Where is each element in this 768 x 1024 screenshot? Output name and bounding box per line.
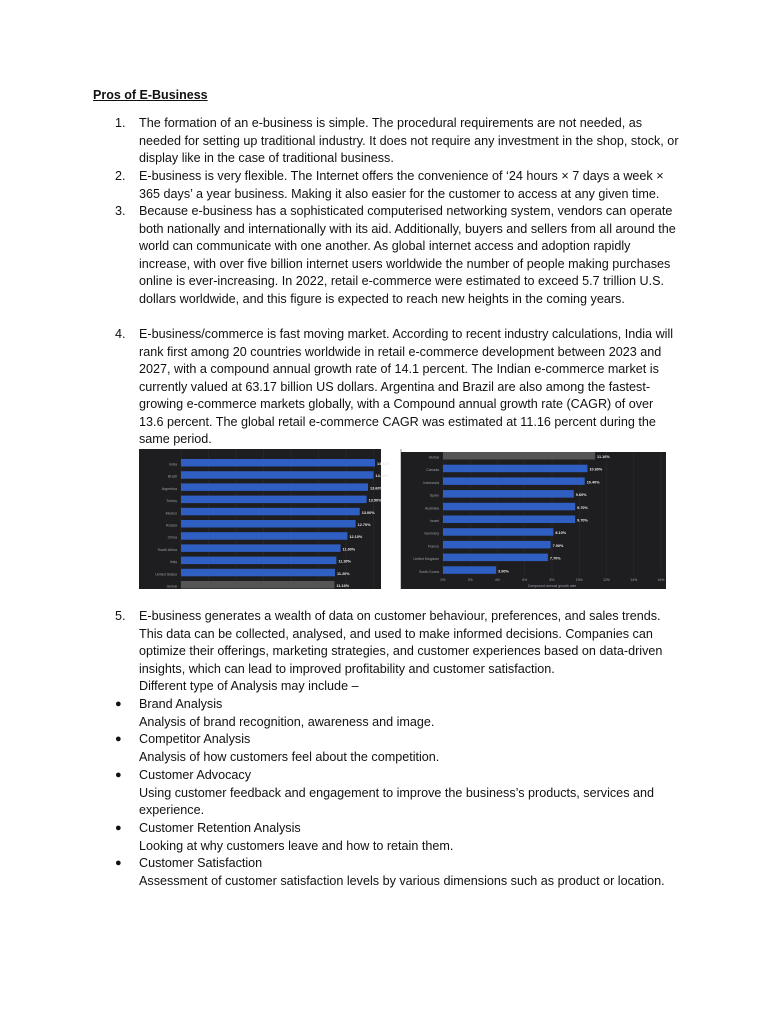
list-item: [115, 115, 679, 168]
category-label: Germany: [424, 531, 439, 536]
bar: [443, 503, 575, 511]
category-label: Canada: [426, 468, 439, 473]
bullet-desc: Assessment of customer satisfaction levels by various dimensions such as product or location.: [139, 873, 665, 888]
data-label: 11.16%: [597, 455, 610, 459]
category-label: Australia: [425, 506, 439, 511]
bar: [181, 569, 335, 577]
bar: [443, 528, 553, 536]
list-number: 1.: [115, 116, 126, 130]
bullet-title: Customer Retention Analysis: [139, 821, 301, 835]
data-label: 11.20%: [337, 571, 350, 576]
tick-label: 10%: [575, 578, 583, 582]
bar: [443, 516, 575, 524]
category-label: Russia: [166, 523, 177, 528]
bullet-dot-icon: ●: [115, 698, 122, 710]
list-item: [115, 326, 679, 449]
tick-label: 4%: [495, 578, 500, 582]
tick-label: 8%: [549, 578, 555, 582]
tick-label: 14%: [630, 578, 638, 582]
data-label: 9.70%: [577, 518, 588, 523]
bar: [443, 566, 496, 574]
analysis-intro: Different type of Analysis may include –: [139, 679, 359, 693]
data-label: 12.10%: [349, 535, 363, 540]
bullet-title: Brand Analysis: [139, 697, 223, 711]
data-label: 10.40%: [586, 480, 600, 485]
data-label: 8.10%: [555, 531, 567, 536]
bar-chart-1: [139, 449, 390, 589]
bullet-title: Competitor Analysis: [139, 732, 251, 746]
list-item-text: E-business is very flexible. The Internet offers the convenience of ‘24 hours × 7 days a week × 365 days’ a year business. Making it also easier for the customer to access at any given time.: [139, 169, 664, 201]
bullet-desc: Using customer feedback and engagement to improve the business’s products, services and experience.: [139, 785, 654, 817]
chart-countries-cagr: [139, 449, 390, 589]
data-label: 7.90%: [552, 543, 564, 548]
list-item-text: E-business/commerce is fast moving market. According to recent industry calculations, India will rank first among 20 countries worldwide in retail e-commerce development between 2023 and 2027, with a compound annual growth rate of 14.1 percent. The Indian e-commerce market is currently valued at 63.17 billion US dollars. Argentina and Brazil are also among the fastest-growing e-commerce markets globally, with a Compound annual growth rate (CAGR) of over 13.6 percent. The global retail e-commerce CAGR was estimated at 11.16 percent during the same period.: [139, 327, 674, 446]
bar: [181, 508, 360, 516]
list-item: [115, 608, 679, 696]
list-item-text: E-business generates a wealth of data on customer behaviour, preferences, and sales trends. This data can be collected, analysed, and used to make informed decisions. Companies can optimize their offerings, marketing strategies, and customer experiences based on data-driven insights, which can lead to improved profitability and customer satisfaction.: [139, 609, 663, 676]
bullet-dot-icon: ●: [115, 733, 122, 745]
category-label: China: [167, 535, 177, 540]
category-label: South Korea: [419, 569, 439, 574]
bar: [181, 520, 356, 528]
chart-countries-cagr-2: [401, 452, 666, 589]
data-label: 11.16%: [336, 584, 350, 588]
data-label: 7.70%: [549, 556, 561, 561]
list-number: 4.: [115, 327, 126, 341]
category-label: Israel: [430, 519, 439, 523]
data-label: 11.60%: [342, 547, 356, 552]
data-label: 12.70%: [357, 523, 371, 527]
bar: [443, 465, 587, 473]
bullet-title: Customer Satisfaction: [139, 856, 263, 870]
bullet-desc: Looking at why customers leave and how to retain them.: [139, 838, 454, 853]
bar: [181, 483, 368, 491]
bar: [443, 477, 585, 485]
bullet-item: [115, 855, 679, 890]
category-label: United States: [155, 572, 177, 577]
data-label: 10.60%: [589, 467, 603, 472]
bar: [181, 581, 334, 589]
data-label: 14.11%: [377, 462, 390, 466]
category-label: Turkey: [166, 499, 177, 504]
tick-label: 12%: [603, 578, 610, 582]
bar-chart-2: [401, 452, 666, 589]
bullet-item: [115, 767, 679, 820]
category-label: India: [169, 462, 177, 467]
data-label: 3.90%: [498, 569, 509, 574]
category-label: Indonesia: [423, 480, 439, 485]
bar: [181, 471, 374, 479]
list-number: 5.: [115, 609, 126, 623]
data-label: 14.00%: [375, 474, 389, 479]
list-number: 3.: [115, 204, 126, 218]
list-item: [115, 168, 679, 203]
tick-label: 0%: [440, 578, 446, 582]
data-label: 9.60%: [575, 493, 587, 498]
bar: [443, 490, 574, 498]
bar: [443, 541, 551, 549]
category-label: Mexico: [165, 511, 177, 516]
bar: [443, 452, 595, 460]
data-label: 9.70%: [577, 505, 588, 510]
data-label: 13.00%: [361, 510, 375, 515]
category-label: Global: [166, 584, 177, 589]
category-label: France: [427, 544, 439, 549]
bar: [181, 459, 375, 467]
bar: [181, 557, 336, 565]
bullet-desc: Analysis of brand recognition, awareness and image.: [139, 714, 435, 729]
category-label: South Africa: [157, 547, 177, 552]
category-label: Italy: [170, 560, 177, 565]
bullet-dot-icon: ●: [115, 769, 122, 781]
tick-label: 16%: [657, 578, 665, 582]
category-label: Spain: [429, 493, 439, 498]
bullet-desc: Analysis of how customers feel about the competition.: [139, 749, 440, 764]
data-label: 13.50%: [368, 498, 382, 503]
bullet-title: Customer Advocacy: [139, 768, 251, 782]
page-title: Pros of E-Business: [93, 88, 208, 102]
bullet-item: [115, 696, 679, 731]
list-item-text: Because e-business has a sophisticated computerised networking system, vendors can operate both nationally and internationally with its aid. Additionally, buyers and sellers from all around the world can communicate with one another. As global internet access and adoption rapidly increase, with over five billion internet users worldwide the number of people making purchases online is ever-increasing. In 2022, retail e-commerce were estimated to exceed 5.7 trillion U.S. dollars worldwide, and this figure is expected to reach new heights in the coming years.: [139, 204, 676, 306]
list-item-text: The formation of an e-business is simple. The procedural requirements are not needed, as needed for setting up traditional industry. It does not require any investment in the shop, stock, or display like in the case of traditional business.: [139, 116, 679, 165]
list-number: 2.: [115, 169, 126, 183]
x-axis-label: Compound annual growth rate: [527, 584, 577, 588]
tick-label: 6%: [522, 578, 528, 582]
category-label: Argentina: [161, 486, 177, 491]
bar: [181, 544, 341, 552]
category-label: Brazil: [168, 474, 177, 479]
bullet-item: [115, 731, 679, 766]
data-label: 13.60%: [370, 486, 383, 491]
data-label: 11.30%: [338, 559, 352, 564]
bullet-dot-icon: ●: [115, 822, 122, 834]
list-item: [115, 203, 679, 308]
bar: [181, 532, 347, 540]
category-label: United Kingdom: [413, 557, 439, 562]
category-label: Global: [428, 455, 439, 460]
tick-label: 2%: [467, 578, 473, 582]
bullet-dot-icon: ●: [115, 857, 122, 869]
bar: [181, 496, 367, 504]
bullet-item: [115, 820, 679, 855]
bar: [443, 554, 548, 562]
